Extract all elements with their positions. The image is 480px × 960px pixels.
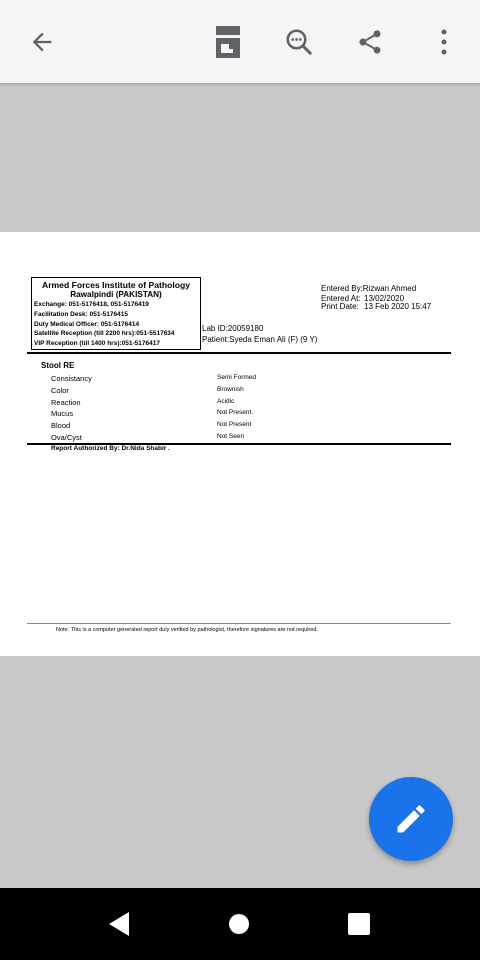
entered-at-value: 13/02/2020 — [364, 294, 405, 303]
result-label: Mucus — [51, 409, 74, 418]
entered-at-label: Entered At: — [321, 294, 361, 303]
result-value: Not Present — [217, 421, 252, 428]
app-toolbar — [0, 0, 480, 83]
contact-line: Exchange: 051-5176418, 051-5176419 — [34, 301, 149, 308]
lab-id: Lab ID:20059180 — [202, 324, 264, 333]
entered-by: Entered By:Rizwan Ahmed — [321, 284, 417, 293]
institute-name: Armed Forces Institute of Pathology — [41, 280, 191, 290]
patient-info: Patient:Syeda Eman Ali (F) (9 Y) — [202, 335, 318, 344]
arrow-left-icon[interactable] — [22, 22, 62, 62]
pdf-page[interactable] — [0, 232, 480, 656]
contact-line: VIP Reception (till 1400 hrs):051-5176417 — [34, 340, 160, 347]
authorized-by: Report Authorized By: Dr.Nida Shabir . — [51, 445, 170, 452]
print-date-label: Print Date: — [321, 302, 359, 311]
result-value: Semi Formed — [217, 374, 257, 381]
system-nav-bar — [0, 888, 480, 960]
share-icon[interactable] — [350, 22, 390, 62]
contact-line: Facilitation Desk: 051-5176415 — [34, 311, 128, 318]
pencil-icon — [393, 801, 429, 837]
page-layout-icon[interactable] — [208, 22, 248, 62]
footer-note: Note: This is a computer generated report duly verified by pathologist, therefore signatures are not required. — [56, 627, 318, 633]
result-label: Blood — [51, 421, 71, 430]
more-vert-icon[interactable] — [424, 22, 464, 62]
result-label: Color — [51, 386, 69, 395]
divider — [27, 352, 451, 354]
institute-header-box — [31, 277, 201, 350]
print-date-value: 13 Feb 2020 15:47 — [364, 302, 432, 311]
section-title: Stool RE — [41, 361, 75, 370]
contact-line: Duty Medical Officer: 051-5176414 — [34, 321, 140, 328]
footer-divider — [27, 623, 451, 624]
result-value: Not Seen — [217, 433, 245, 440]
nav-home-icon[interactable] — [219, 904, 259, 944]
search-icon[interactable] — [279, 22, 319, 62]
result-label: Reaction — [51, 398, 81, 407]
result-value: Not Present. — [217, 409, 254, 416]
contact-line: Satellite Reception (till 2200 hrs):051-5517634 — [34, 330, 175, 337]
result-label: Ova/Cyst — [51, 433, 82, 442]
edit-fab[interactable] — [369, 777, 453, 861]
nav-back-icon[interactable] — [99, 904, 139, 944]
result-value: Acidic — [217, 398, 235, 405]
result-label: Consistancy — [51, 374, 92, 383]
nav-recents-icon[interactable] — [339, 904, 379, 944]
institute-location: Rawalpindi (PAKISTAN) — [70, 290, 162, 299]
result-value: Brownish — [217, 386, 244, 393]
